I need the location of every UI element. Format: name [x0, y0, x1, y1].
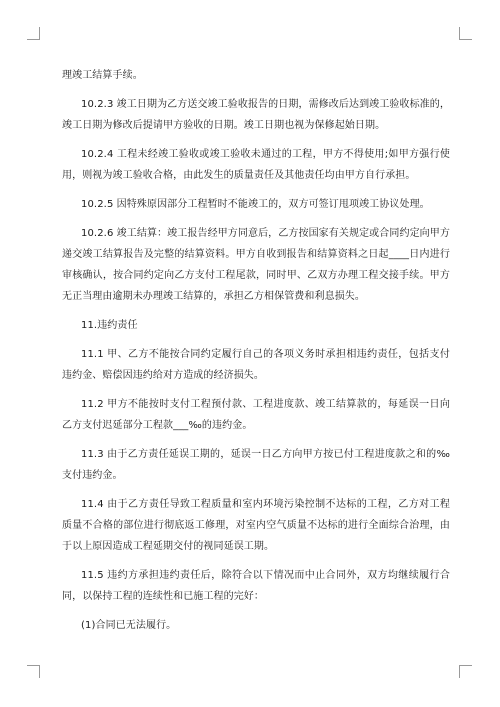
paragraph-spacer — [62, 215, 450, 223]
list-item-1: (1)合同已无法履行。 — [81, 620, 177, 631]
clause-10-2-5: 10.2.5 因特殊原因部分工程暂时不能竣工的，双方可签订甩项竣工协议处理。 — [81, 199, 430, 210]
crop-mark-bottom-left — [27, 665, 40, 678]
clause-11-4: 11.4 由于乙方责任导致工程质量和室内环境污染控制不达标的工程，乙方对工程质量不合格的部位进行彻底返工修理，对室内空气质量不达标的进行全面综合治理，由于以上原因造成工程延期交付的视同延误工期。 — [62, 499, 450, 552]
paragraph-spacer — [62, 86, 450, 94]
clause-10-2-3: 10.2.3 竣工日期为乙方送交竣工验收报告的日期，需修改后达到竣工验收标准的，竣工日期为修改后提请甲方验收的日期。竣工日期也视为保修起始日期。 — [62, 99, 450, 131]
clause-10-2-6: 10.2.6 竣工结算：竣工报告经甲方同意后，乙方按国家有关规定或合同约定向甲方递交竣工结算报告及完整的结算资料。甲方自收到报告和结算资料之日起____日内进行审核确认，按合同约定向乙方支付工程尾款，同时甲、乙双方办理工程交接手续。甲方无正当理由逾期未办理竣工结算的，承担乙方相保管费和利息损失。 — [62, 228, 450, 302]
paragraph-spacer — [62, 186, 450, 194]
clause-11-3: 11.3 由于乙方责任延误工期的，延误一日乙方向甲方按已付工程进度款之和的‰支付违约金。 — [62, 449, 450, 481]
crop-mark-top-left — [27, 27, 40, 40]
clause-11-2: 11.2 甲方不能按时支付工程预付款、工程进度款、竣工结算款的，每延误一日向乙方支付迟延部分工程款___‰的违约金。 — [62, 399, 450, 431]
paragraph-spacer — [62, 557, 450, 565]
paragraph-spacer — [62, 136, 450, 144]
paragraph-spacer — [62, 486, 450, 494]
clause-11-5: 11.5 违约方承担违约责任后，除符合以下情况而中止合同外，双方均继续履行合同，以保持工程的连续性和已施工程的完好： — [62, 570, 450, 602]
paragraph-spacer — [62, 386, 450, 394]
section-heading-11: 11.违约责任 — [81, 320, 138, 331]
paragraph-continuation: 理竣工结算手续。 — [62, 70, 143, 81]
paragraph-spacer — [62, 307, 450, 315]
crop-mark-top-right — [459, 27, 472, 40]
clause-10-2-4: 10.2.4 工程未经竣工验收或竣工验收未通过的工程，甲方不得使用;如甲方强行使用，则视为竣工验收合格，由此发生的质量责任及其他责任均由甲方自行承担。 — [62, 149, 450, 181]
document-body — [62, 65, 450, 636]
crop-mark-bottom-right — [459, 665, 472, 678]
paragraph-spacer — [62, 336, 450, 344]
paragraph-spacer — [62, 607, 450, 615]
clause-11-1: 11.1 甲、乙方不能按合同约定履行自己的各项义务时承担相违约责任，包括支付违约金、赔偿因违约给对方造成的经济损失。 — [62, 349, 450, 381]
paragraph-spacer — [62, 436, 450, 444]
